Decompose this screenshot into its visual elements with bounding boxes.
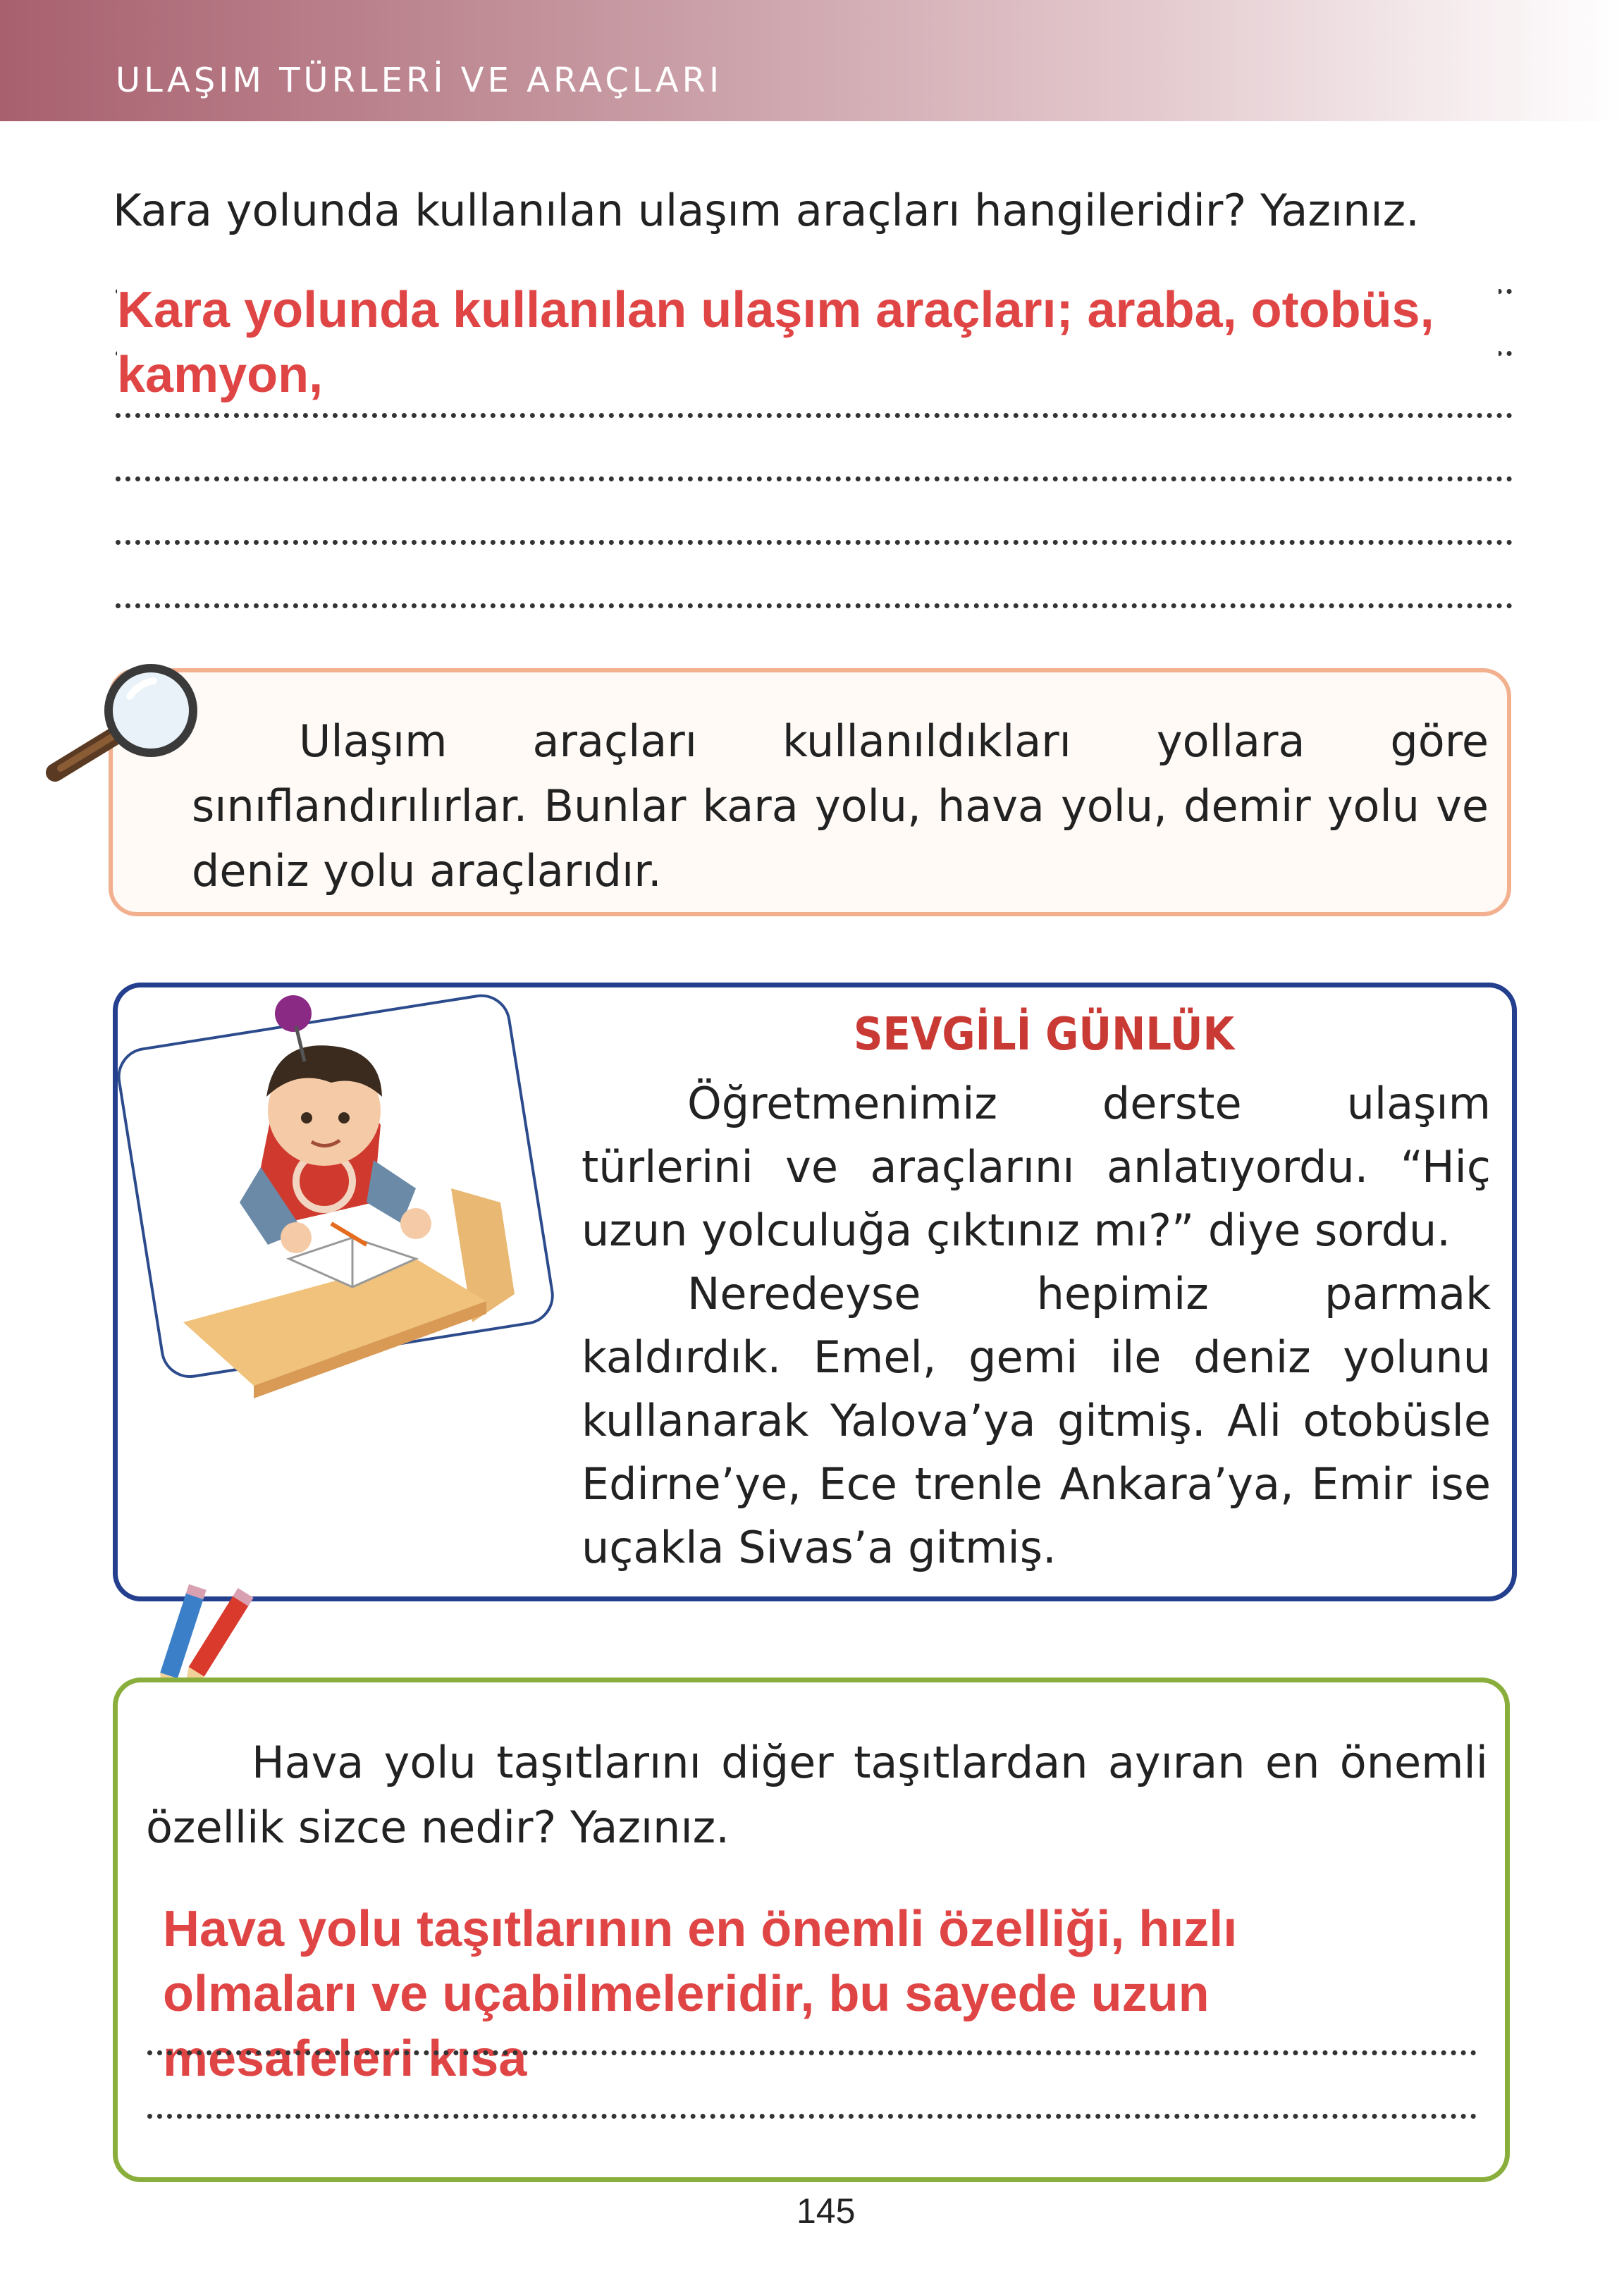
- answer-line-3: [116, 413, 1513, 418]
- info-text: Ulaşım araçları kullanıldıkları yollara göre sınıflandırılırlar. Bunlar kara yolu, hava yolu, demir yolu ve deniz yolu araçlarıdır.: [192, 715, 1489, 897]
- question-1-answer[interactable]: Kara yolunda kullanılan ulaşım araçları; araba, otobüs, kamyon,: [117, 278, 1499, 407]
- question-2-text: Hava yolu taşıtlarını diğer taşıtlardan ayıran en önemli özellik sizce nedir? Yazınız.: [146, 1737, 1488, 1853]
- answer-line-4: [116, 476, 1513, 481]
- answer-line-6: [116, 603, 1513, 608]
- page-number: 145: [796, 2191, 856, 2231]
- question-1-text: Kara yolunda kullanılan ulaşım araçları hangileridir? Yazınız.: [113, 185, 1420, 236]
- answer-line-8: [147, 2114, 1477, 2119]
- diary-paragraph-2: Neredeyse hepimiz parmak kaldırdık. Emel, gemi ile deniz yolunu kullanarak Yalova’ya gitmiş. Ali otobüsle Edirne’ye, Ece trenle Ankara’ya, Emir ise uçakla Sivas’a gitmiş.: [582, 1268, 1491, 1573]
- chapter-header: [0, 0, 1624, 121]
- answer-line-7: [147, 2050, 1477, 2055]
- chapter-title: ULAŞIM TÜRLERİ VE ARAÇLARI: [116, 61, 723, 100]
- boy-writing-illustration: [120, 991, 571, 1414]
- question-2-box: [113, 1678, 1510, 2182]
- diary-text: [582, 1072, 1491, 1580]
- diary-paragraph-1: Öğretmenimiz derste ulaşım türlerini ve araçlarını anlatıyordu. “Hiç uzun yolculuğa çıktınız mı?” diye sordu.: [582, 1078, 1491, 1256]
- answer-line-5: [116, 540, 1513, 545]
- info-box: [109, 668, 1511, 916]
- question-2-answer[interactable]: Hava yolu taşıtlarının en önemli özelliği, hızlı olmaları ve uçabilmeleridir, bu sayede uzun mesafeleri kısa: [163, 1901, 1238, 2087]
- diary-title: SEVGİLİ GÜNLÜK: [854, 1009, 1235, 1061]
- magnifier-icon: [39, 660, 209, 794]
